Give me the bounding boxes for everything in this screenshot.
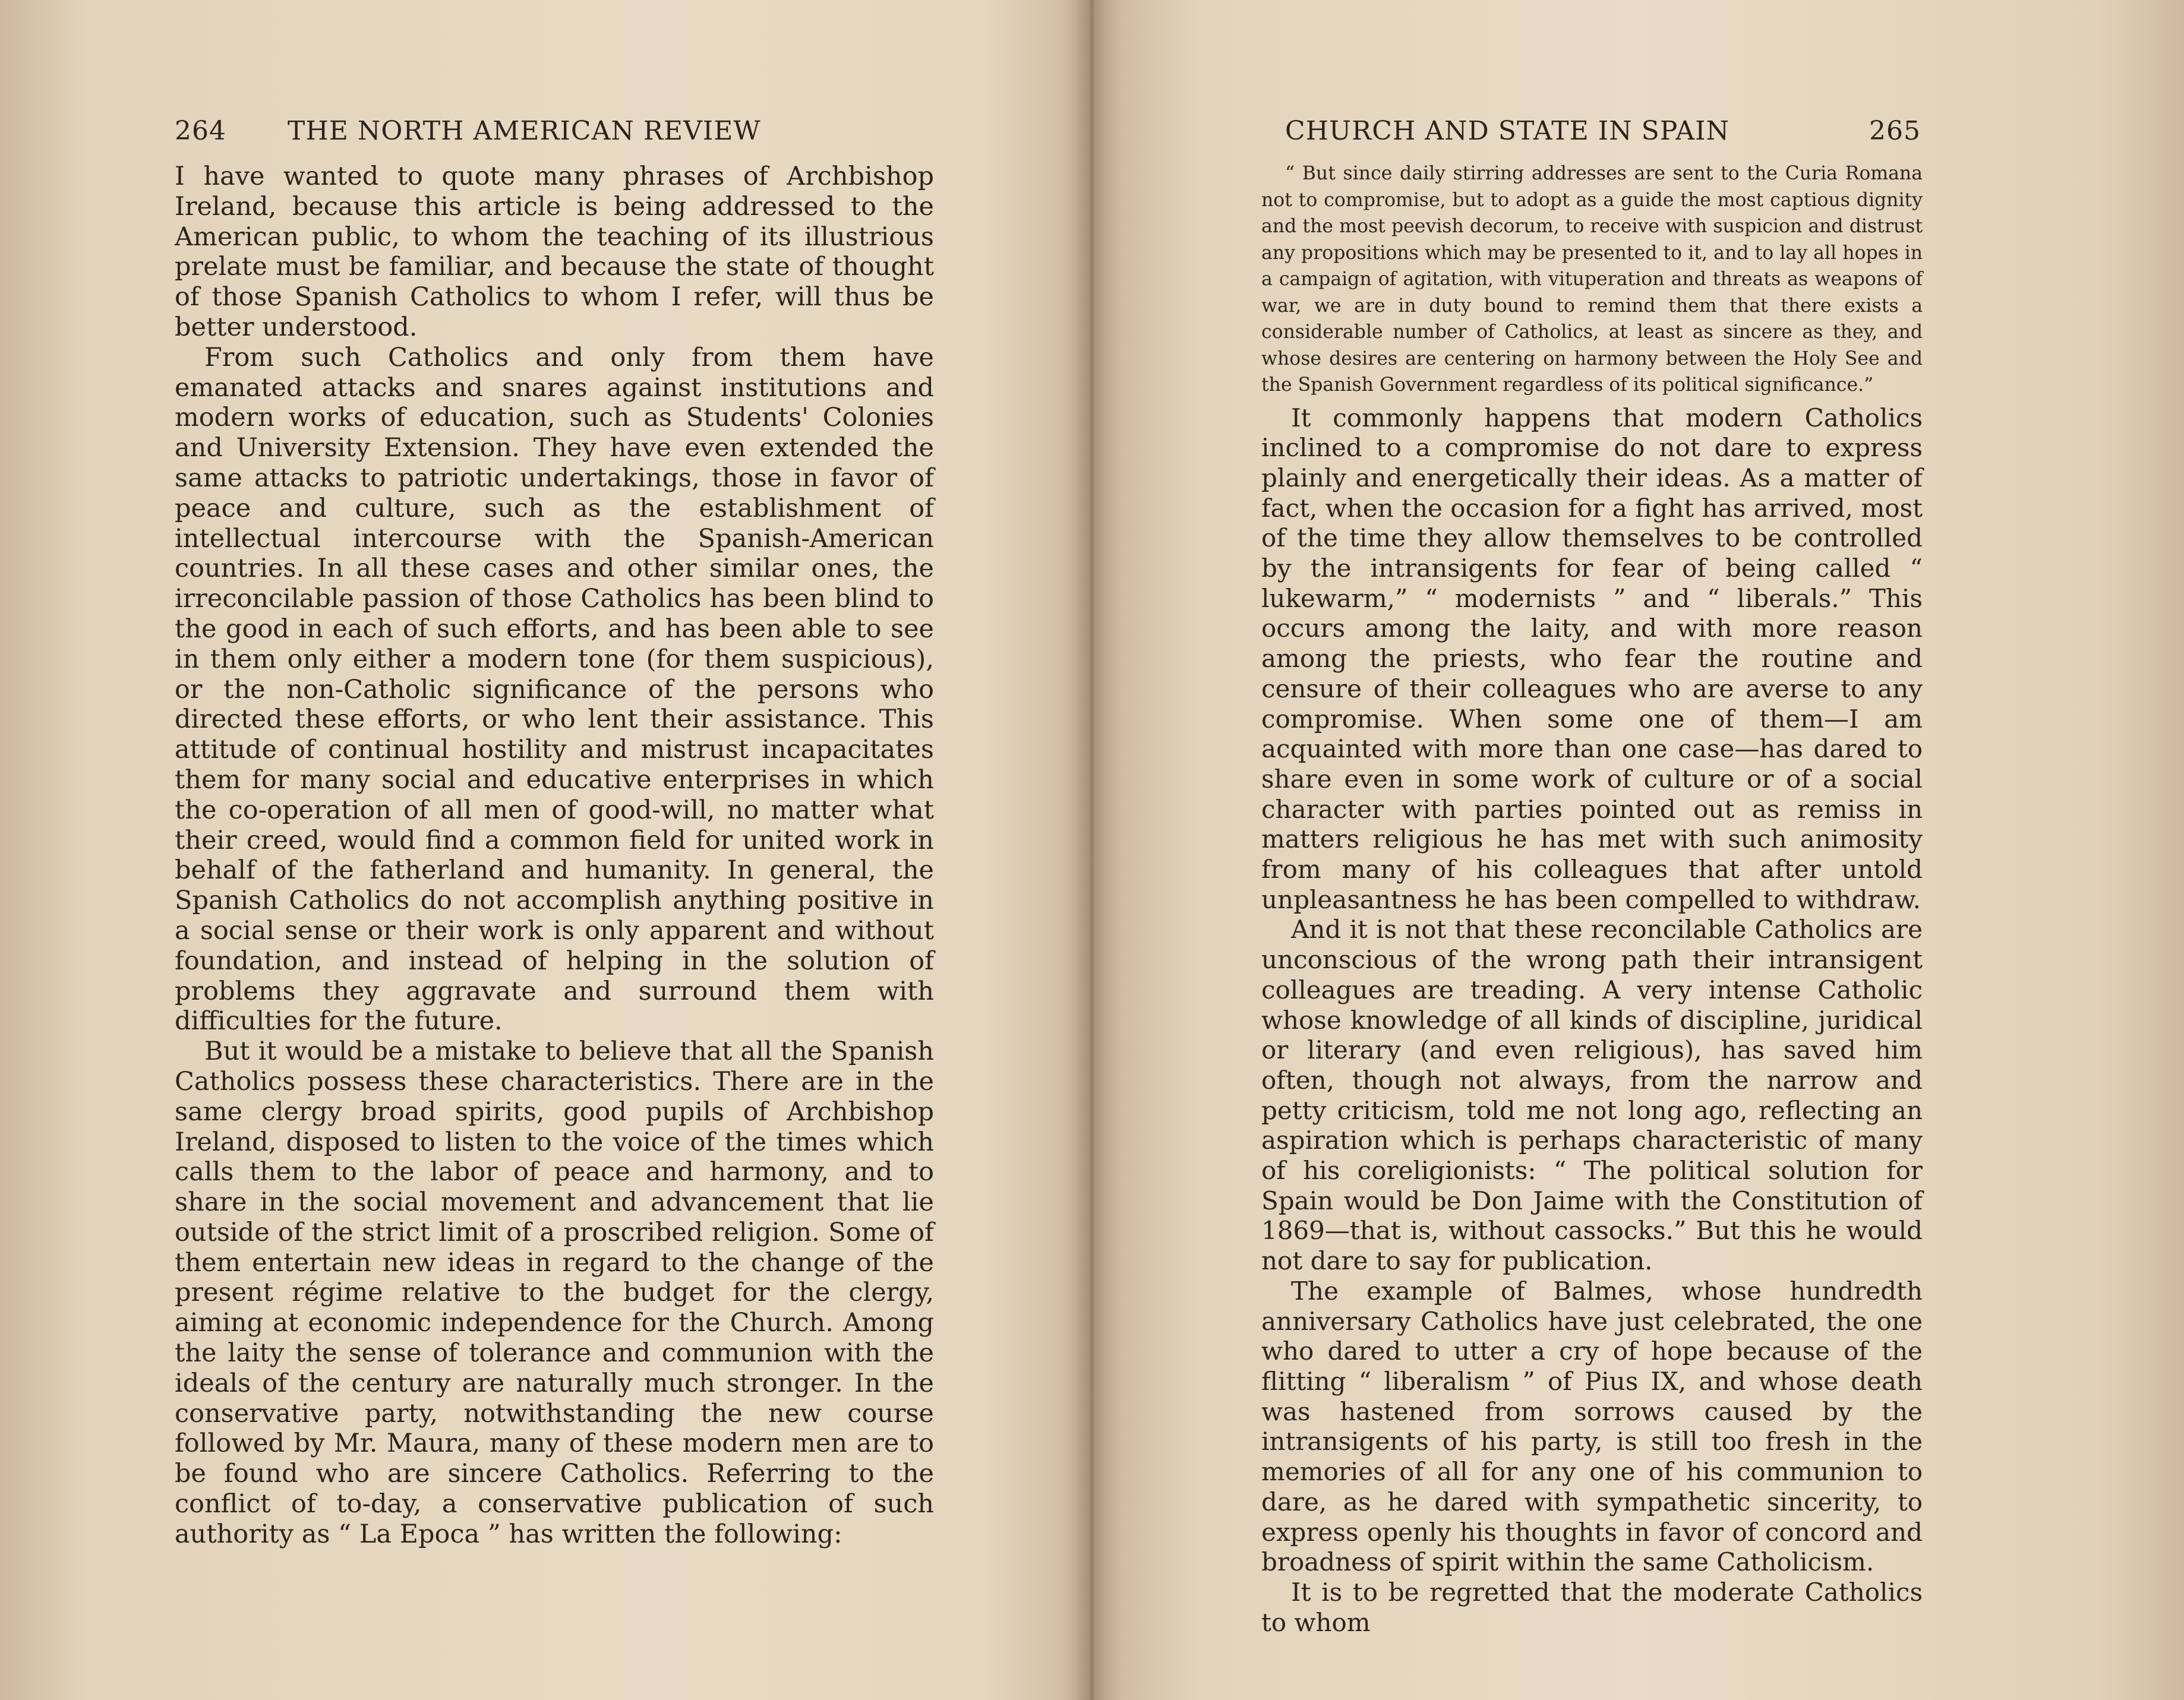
left-paragraph-2: From such Catholics and only from them have emanated attacks and snares against institutions and modern works of education, such as Students' Colonies and University Extension. They have even extended the same attacks to patriotic undertakings, those in favor of peace and culture, such as the establishment of intellectual intercourse with the Spanish-American countries. In all these cases and other similar ones, the irreconcilable passion of those Catholics has been blind to the good in each of such efforts, and has been able to see in them only either a modern tone (for them suspicious), or the non-Catholic significance of the persons who directed these efforts, or who lent their assistance. This attitude of continual hostility and mistrust incapacitates them for many social and educative enterprises in which the co-operation of all men of good-will, no matter what their creed, would find a common field for united work in behalf of the fatherland and humanity. In general, the Spanish Catholics do not accomplish anything positive in a social sense or their work is only apparent and without foundation, and instead of helping in the solution of problems they aggravate and surround them with difficulties for the future. bbox=[175, 342, 934, 1037]
left-paragraph-1: I have wanted to quote many phrases of Archbishop Ireland, because this article is being addressed to the American public, to whom the teaching of its illustrious prelate must be familiar, and because the state of thought of those Spanish Catholics to whom I refer, will thus be better understood. bbox=[175, 162, 934, 342]
left-running-head bbox=[175, 110, 935, 152]
left-text-block bbox=[175, 162, 934, 1550]
right-running-head bbox=[1261, 110, 1921, 152]
right-running-title: CHURCH AND STATE IN SPAIN bbox=[1285, 116, 1729, 146]
block-quote: “ But since daily stirring addresses are sent to the Curia Romana not to compromise, but to adopt as a guide the most captious dignity and the most peevish decorum, to receive with suspicion and distrust any propositions which may be presented to it, and to lay all hopes in a campaign of agitation, with vituperation and threats as weapons of war, we are in duty bound to remind them that there exists a considerable number of Catholics, at least as sincere as they, and whose desires are centering on harmony between the Holy See and the Spanish Government regardless of its political significance.” bbox=[1261, 163, 1923, 396]
right-paragraph-4: It is to be regretted that the moderate Catholics to whom bbox=[1261, 1577, 1923, 1637]
right-text-block bbox=[1261, 160, 1923, 1638]
right-page bbox=[1092, 0, 2184, 1700]
right-paragraph-3: The example of Balmes, whose hundredth anniversary Catholics have just celebrated, the one who dared to utter a cry of hope because of the flitting “ liberalism ” of Pius IX, and whose death was hastened from sorrows caused by the intransigents of his party, is still too fresh in the memories of all for any one of his communion to dare, as he dared with sympathetic sincerity, to express openly his thoughts in favor of concord and broadness of spirit within the same Catholicism. bbox=[1261, 1276, 1923, 1577]
left-page bbox=[0, 0, 1087, 1700]
right-paragraph-1: It commonly happens that modern Catholics inclined to a compromise do not dare to express plainly and energetically their ideas. As a matter of fact, when the occasion for a fight has arrived, most of the time they allow themselves to be controlled by the intransigents for fear of being called “ lukewarm,” “ modernists ” and “ liberals.” This occurs among the laity, and with more reason among the priests, who fear the routine and censure of their colleagues who are averse to any compromise. When some one of them—I am acquainted with more than one case—has dared to share even in some work of culture or of a social character with parties pointed out as remiss in matters religious he has met with such animosity from many of his colleagues that after untold unpleasantness he has been compelled to withdraw. bbox=[1261, 403, 1923, 914]
left-running-title: THE NORTH AMERICAN REVIEW bbox=[288, 116, 761, 146]
left-page-number: 264 bbox=[175, 116, 226, 146]
left-paragraph-3: But it would be a mistake to believe that all the Spanish Catholics possess these characteristics. There are in the same clergy broad spirits, good pupils of Archbishop Ireland, disposed to listen to the voice of the times which calls them to the labor of peace and harmony, and to share in the social movement and advancement that lie outside of the strict limit of a proscribed religion. Some of them entertain new ideas in regard to the change of the present régime relative to the budget for the clergy, aiming at economic independence for the Church. Among the laity the sense of tolerance and communion with the ideals of the century are naturally much stronger. In the conservative party, notwithstanding the new course followed by Mr. Maura, many of these modern men are to be found who are sincere Catholics. Referring to the conflict of to-day, a conservative publication of such authority as “ La Epoca ” has written the following: bbox=[175, 1037, 934, 1549]
right-page-number: 265 bbox=[1869, 116, 1921, 146]
right-paragraph-2: And it is not that these reconcilable Catholics are unconscious of the wrong path their intransigent colleagues are treading. A very intense Catholic whose knowledge of all kinds of discipline, juridical or literary (and even religious), has saved him often, though not always, from the narrow and petty criticism, told me not long ago, reflecting an aspiration which is perhaps characteristic of many of his coreligionists: “ The political solution for Spain would be Don Jaime with the Constitution of 1869—that is, without cassocks.” But this he would not dare to say for publication. bbox=[1261, 915, 1923, 1276]
